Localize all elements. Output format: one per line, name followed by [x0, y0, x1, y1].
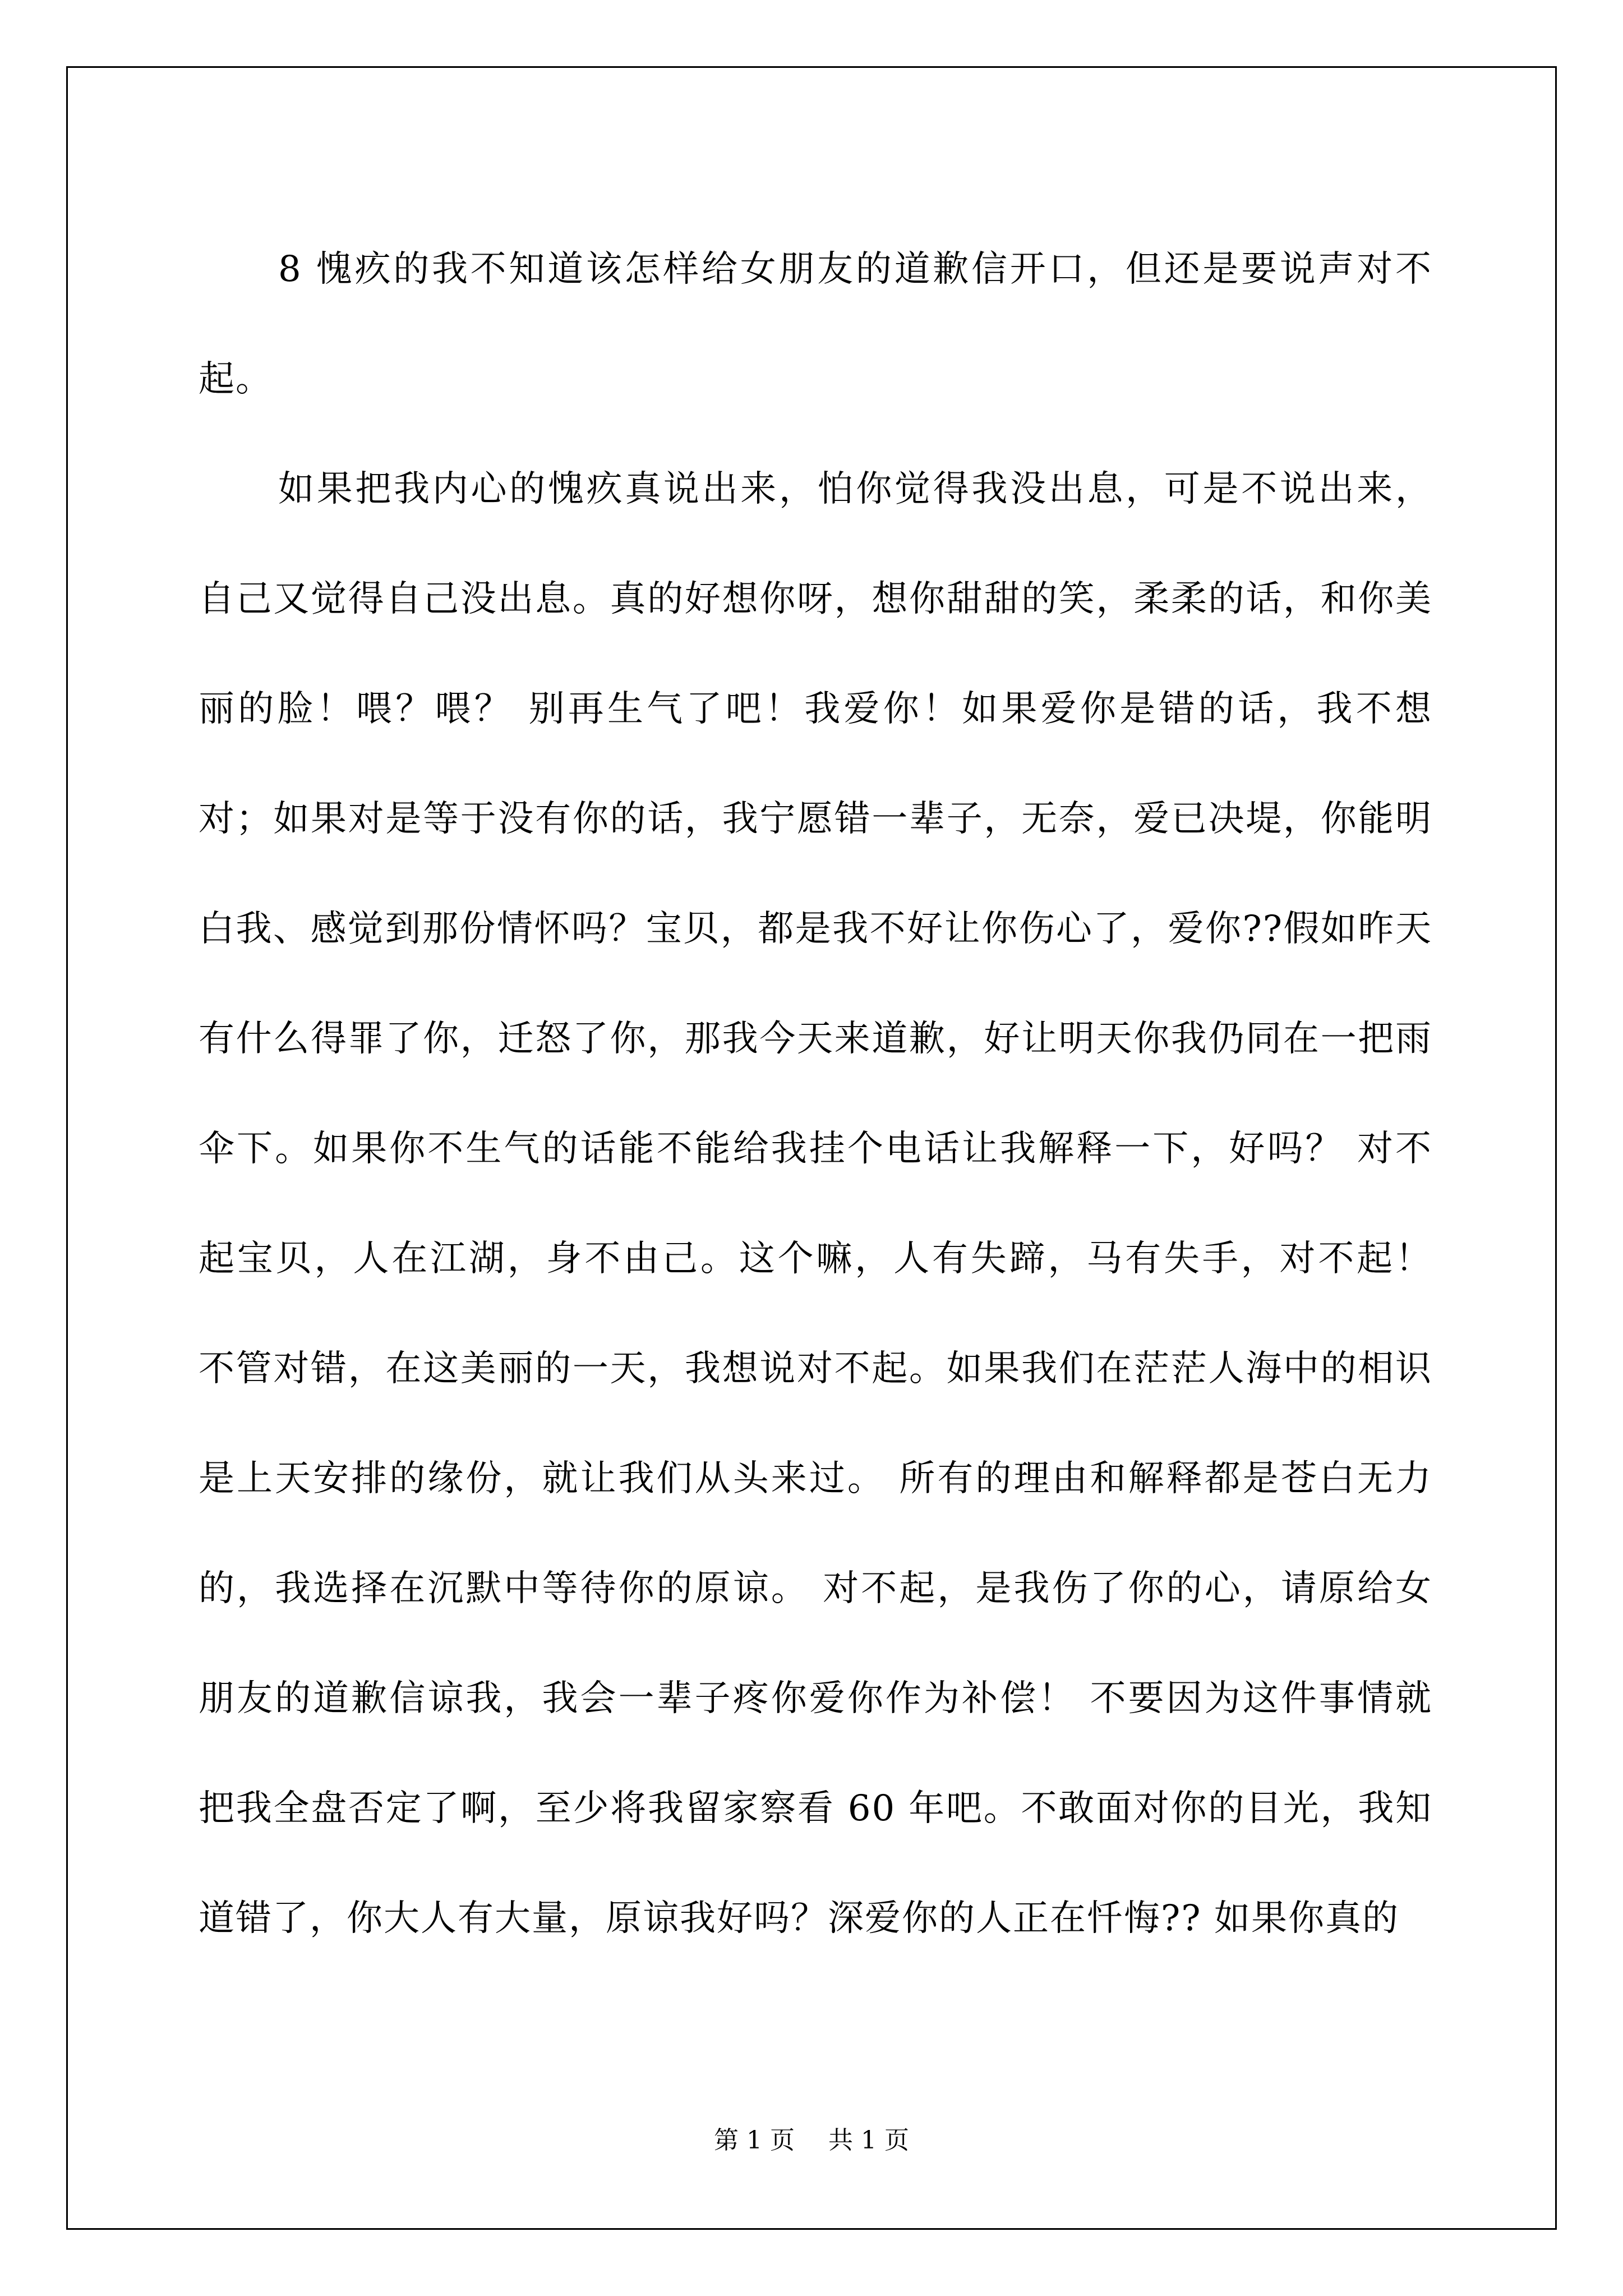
page-number-current: 第 1 页: [714, 2126, 795, 2155]
paragraph-2: 如果把我内心的愧疚真说出来，怕你觉得我没出息，可是不说出来， 自己又觉得自己没出息。真的好想你呀，想你甜甜的笑，柔柔的话，和你美丽的脸！喂？喂？ 别再生气了吧！我爱你！如果爱你是错的话，我不想对；如果对是等于没有你的话，我宁愿错一辈子，无奈，爱已决堤，你能明白我、感觉到那份情怀吗？宝贝，都是我不好让你伤心了，爱你??假如昨天有什么得罪了你，迁怒了你，那我今天来道歉，好让明天你我仍同在一把雨伞下。如果你不生气的话能不能给我挂个电话让我解释一下，好吗？ 对不起宝贝，人在江湖，身不由己。这个嘛，人有失蹄，马有失手，对不起！ 不管对错，在这美丽的一天，我想说对不起。如果我们在茫茫人海中的相识是上天安排的缘份，就让我们从头来过。 所有的理由和解释都是苍白无力的，我选择在沉默中等待你的原谅。 对不起，是我伤了你的心，请原给女朋友的道歉信谅我，我会一辈子疼你爱你作为补偿！ 不要因为这件事情就把我全盘否定了啊，至少将我留家察看 60 年吧。不敢面对你的目光，我知道错了，你大人有大量，原谅我好吗？深爱你的人正在忏悔?? 如果你真的: [199, 468, 1432, 1939]
page-footer: [0, 2124, 1623, 2157]
document-body: [199, 214, 1432, 1973]
paragraph-1: 8 愧疚的我不知道该怎样给女朋友的道歉信开口，但还是要说声对不 起。: [199, 249, 1432, 400]
page-number-total: 共 1 页: [828, 2126, 909, 2155]
